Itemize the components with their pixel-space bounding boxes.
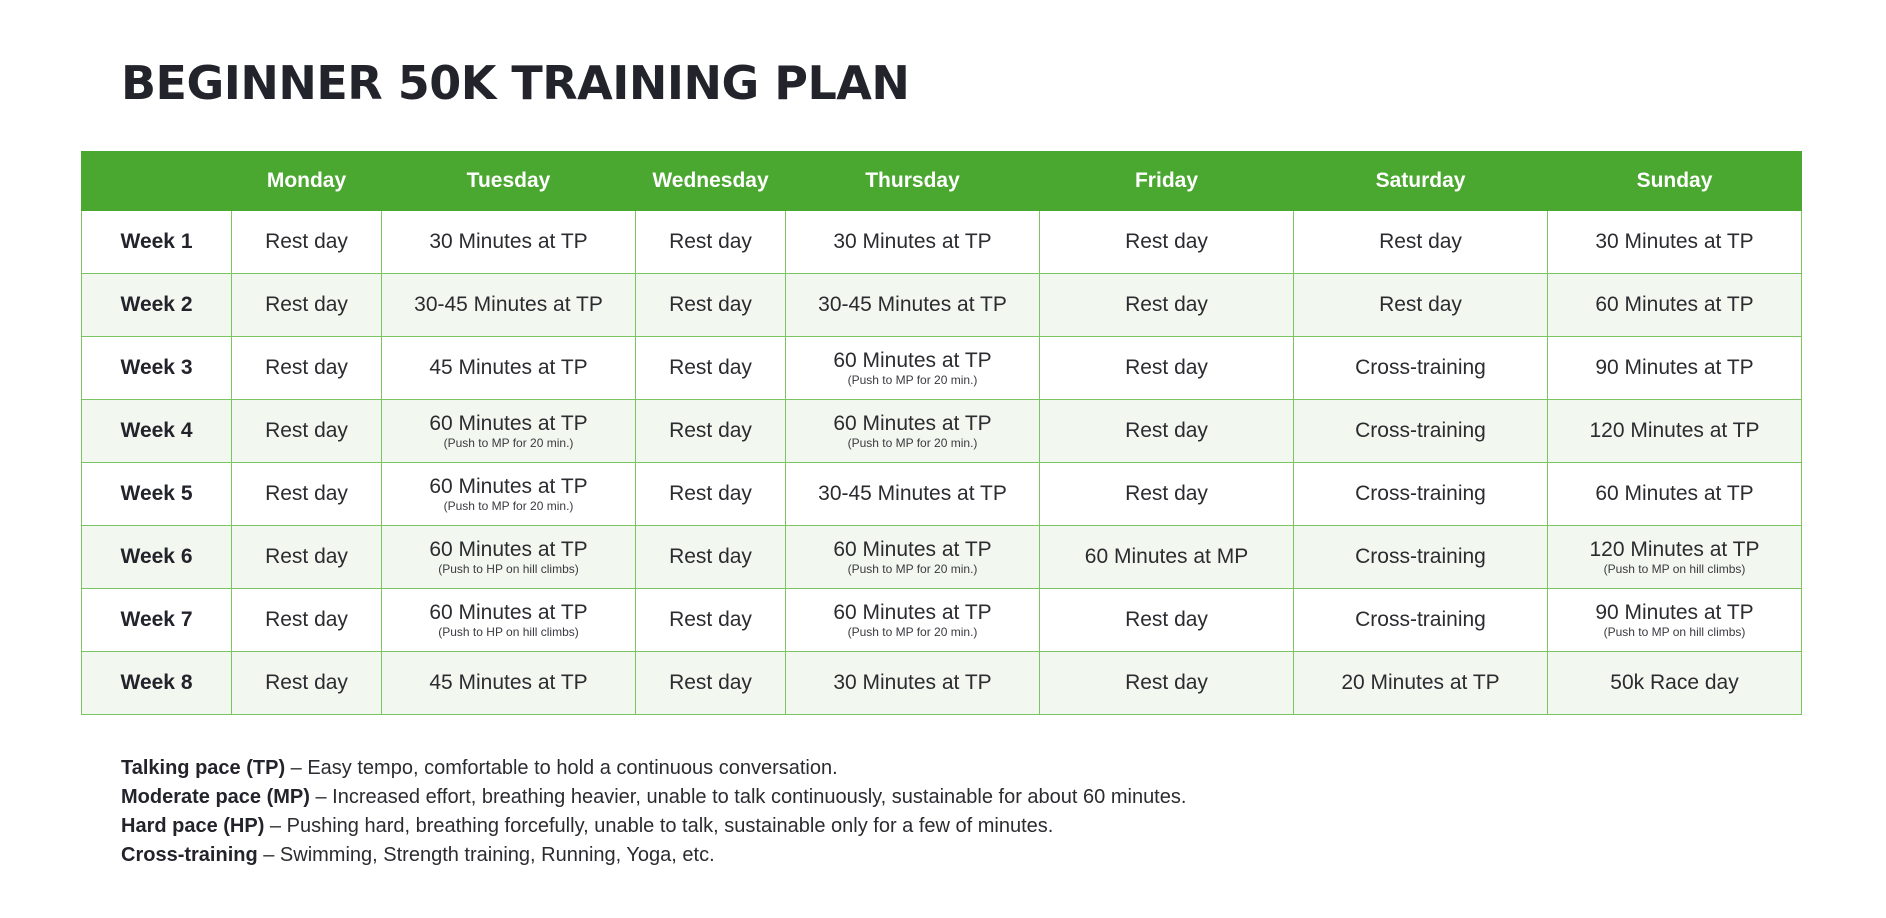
cell-wednesday — [636, 652, 786, 715]
cell-friday — [1040, 211, 1294, 274]
workout-note: (Push to HP on hill climbs) — [438, 561, 579, 576]
week-label: Week 4 — [82, 400, 232, 463]
workout-text: Rest day — [265, 545, 348, 569]
cell-sunday — [1548, 274, 1802, 337]
workout-text: 90 Minutes at TP — [1595, 356, 1754, 380]
cell-tuesday — [382, 400, 636, 463]
training-plan-table — [81, 151, 1802, 715]
cell-saturday — [1294, 463, 1548, 526]
cell-sunday — [1548, 400, 1802, 463]
legend-description: – Swimming, Strength training, Running, Yoga, etc. — [257, 844, 715, 866]
week-label: Week 5 — [82, 463, 232, 526]
legend-description: – Increased effort, breathing heavier, unable to talk continuously, sustainable for about 60 minutes. — [309, 786, 1187, 808]
cell-wednesday — [636, 526, 786, 589]
header-week-corner — [82, 152, 232, 211]
workout-text: 90 Minutes at TP — [1595, 600, 1754, 624]
cell-monday — [232, 211, 382, 274]
header-tuesday: Tuesday — [382, 152, 636, 211]
workout-text: 30 Minutes at TP — [833, 230, 992, 254]
table-row — [82, 526, 1802, 589]
cell-saturday — [1294, 337, 1548, 400]
workout-text: Rest day — [669, 482, 752, 506]
workout-text: Cross-training — [1355, 608, 1486, 632]
table-row — [82, 652, 1802, 715]
cell-friday — [1040, 652, 1294, 715]
cell-sunday — [1548, 526, 1802, 589]
cell-wednesday — [636, 211, 786, 274]
cell-wednesday — [636, 337, 786, 400]
table-row — [82, 400, 1802, 463]
table-row — [82, 337, 1802, 400]
workout-text: Rest day — [669, 356, 752, 380]
workout-text: 120 Minutes at TP — [1589, 537, 1760, 561]
workout-text: Rest day — [669, 545, 752, 569]
workout-text: Rest day — [669, 671, 752, 695]
workout-text: 30 Minutes at TP — [833, 671, 992, 695]
cell-thursday — [786, 463, 1040, 526]
workout-text: Rest day — [265, 482, 348, 506]
cell-friday — [1040, 400, 1294, 463]
cell-saturday — [1294, 526, 1548, 589]
legend-term: Cross-training — [121, 844, 258, 866]
workout-text: Rest day — [265, 293, 348, 317]
workout-text: Rest day — [265, 419, 348, 443]
workout-text: 30-45 Minutes at TP — [414, 293, 603, 317]
cell-friday — [1040, 589, 1294, 652]
workout-note: (Push to MP on hill climbs) — [1603, 561, 1746, 576]
workout-text: 60 Minutes at TP — [429, 600, 588, 624]
workout-text: 60 Minutes at TP — [833, 537, 992, 561]
workout-note: (Push to MP for 20 min.) — [847, 561, 978, 576]
workout-text: 30 Minutes at TP — [1595, 230, 1754, 254]
cell-sunday — [1548, 211, 1802, 274]
cell-thursday — [786, 337, 1040, 400]
legend-term: Moderate pace (MP) — [121, 786, 310, 808]
workout-text: 45 Minutes at TP — [429, 671, 588, 695]
header-thursday: Thursday — [786, 152, 1040, 211]
header-friday: Friday — [1040, 152, 1294, 211]
table-row — [82, 463, 1802, 526]
workout-text: Rest day — [669, 419, 752, 443]
header-sunday: Sunday — [1548, 152, 1802, 211]
workout-text: Rest day — [265, 230, 348, 254]
week-label: Week 3 — [82, 337, 232, 400]
legend-item — [121, 783, 1186, 812]
workout-text: 60 Minutes at TP — [1595, 482, 1754, 506]
workout-note: (Push to MP on hill climbs) — [1603, 624, 1746, 639]
cell-monday — [232, 463, 382, 526]
cell-saturday — [1294, 211, 1548, 274]
legend-item — [121, 812, 1186, 841]
workout-text: Rest day — [1125, 419, 1208, 443]
week-label: Week 7 — [82, 589, 232, 652]
cell-monday — [232, 337, 382, 400]
workout-text: Cross-training — [1355, 545, 1486, 569]
header-wednesday: Wednesday — [636, 152, 786, 211]
cell-wednesday — [636, 589, 786, 652]
cell-thursday — [786, 589, 1040, 652]
cell-wednesday — [636, 274, 786, 337]
workout-text: Rest day — [669, 608, 752, 632]
week-label: Week 2 — [82, 274, 232, 337]
cell-tuesday — [382, 652, 636, 715]
cell-friday — [1040, 526, 1294, 589]
workout-text: 60 Minutes at TP — [429, 411, 588, 435]
cell-monday — [232, 652, 382, 715]
legend-description: – Pushing hard, breathing forcefully, unable to talk, sustainable only for a few of minutes. — [264, 815, 1054, 837]
workout-text: 60 Minutes at MP — [1084, 545, 1249, 569]
table-header-row — [82, 152, 1802, 211]
workout-text: Rest day — [669, 230, 752, 254]
workout-note: (Push to MP for 20 min.) — [443, 435, 574, 450]
cell-tuesday — [382, 526, 636, 589]
cell-monday — [232, 400, 382, 463]
legend-item — [121, 841, 1186, 870]
workout-text: 20 Minutes at TP — [1341, 671, 1500, 695]
cell-tuesday — [382, 463, 636, 526]
cell-thursday — [786, 274, 1040, 337]
workout-text: 30-45 Minutes at TP — [818, 482, 1007, 506]
table-body — [82, 211, 1802, 715]
workout-text: Rest day — [1125, 608, 1208, 632]
workout-text: Rest day — [265, 356, 348, 380]
workout-text: 60 Minutes at TP — [833, 600, 992, 624]
cell-sunday — [1548, 337, 1802, 400]
cell-tuesday — [382, 337, 636, 400]
header-monday: Monday — [232, 152, 382, 211]
workout-text: Rest day — [1379, 293, 1462, 317]
header-saturday: Saturday — [1294, 152, 1548, 211]
workout-note: (Push to MP for 20 min.) — [847, 372, 978, 387]
workout-text: Cross-training — [1355, 419, 1486, 443]
cell-sunday — [1548, 652, 1802, 715]
workout-text: 60 Minutes at TP — [429, 537, 588, 561]
workout-text: 60 Minutes at TP — [833, 411, 992, 435]
cell-wednesday — [636, 463, 786, 526]
workout-note: (Push to MP for 20 min.) — [443, 498, 574, 513]
cell-sunday — [1548, 463, 1802, 526]
workout-text: 50k Race day — [1610, 671, 1739, 695]
cell-wednesday — [636, 400, 786, 463]
cell-friday — [1040, 337, 1294, 400]
workout-text: 120 Minutes at TP — [1589, 419, 1760, 443]
workout-text: Rest day — [265, 608, 348, 632]
workout-text: Rest day — [1125, 230, 1208, 254]
legend-description: – Easy tempo, comfortable to hold a continuous conversation. — [285, 757, 838, 779]
workout-note: (Push to MP for 20 min.) — [847, 435, 978, 450]
page-title: BEGINNER 50K TRAINING PLAN — [121, 56, 910, 110]
workout-text: Rest day — [1125, 293, 1208, 317]
cell-tuesday — [382, 211, 636, 274]
cell-saturday — [1294, 400, 1548, 463]
pace-legend — [121, 754, 1186, 870]
table-row — [82, 589, 1802, 652]
cell-friday — [1040, 463, 1294, 526]
cell-saturday — [1294, 652, 1548, 715]
legend-term: Talking pace (TP) — [121, 757, 286, 779]
workout-text: Rest day — [265, 671, 348, 695]
cell-monday — [232, 526, 382, 589]
workout-text: 60 Minutes at TP — [429, 474, 588, 498]
table-row — [82, 211, 1802, 274]
workout-text: 60 Minutes at TP — [1595, 293, 1754, 317]
cell-sunday — [1548, 589, 1802, 652]
workout-note: (Push to MP for 20 min.) — [847, 624, 978, 639]
workout-text: 30-45 Minutes at TP — [818, 293, 1007, 317]
workout-text: Cross-training — [1355, 356, 1486, 380]
workout-text: Rest day — [669, 293, 752, 317]
workout-text: Cross-training — [1355, 482, 1486, 506]
legend-term: Hard pace (HP) — [121, 815, 265, 837]
cell-thursday — [786, 526, 1040, 589]
workout-text: Rest day — [1125, 671, 1208, 695]
workout-text: 60 Minutes at TP — [833, 348, 992, 372]
week-label: Week 1 — [82, 211, 232, 274]
week-label: Week 6 — [82, 526, 232, 589]
cell-monday — [232, 274, 382, 337]
workout-text: Rest day — [1379, 230, 1462, 254]
week-label: Week 8 — [82, 652, 232, 715]
workout-note: (Push to HP on hill climbs) — [438, 624, 579, 639]
cell-thursday — [786, 400, 1040, 463]
cell-tuesday — [382, 274, 636, 337]
cell-monday — [232, 589, 382, 652]
workout-text: Rest day — [1125, 356, 1208, 380]
cell-saturday — [1294, 589, 1548, 652]
workout-text: 45 Minutes at TP — [429, 356, 588, 380]
cell-friday — [1040, 274, 1294, 337]
cell-thursday — [786, 211, 1040, 274]
cell-saturday — [1294, 274, 1548, 337]
workout-text: Rest day — [1125, 482, 1208, 506]
table-row — [82, 274, 1802, 337]
cell-thursday — [786, 652, 1040, 715]
workout-text: 30 Minutes at TP — [429, 230, 588, 254]
legend-item — [121, 754, 1186, 783]
cell-tuesday — [382, 589, 636, 652]
